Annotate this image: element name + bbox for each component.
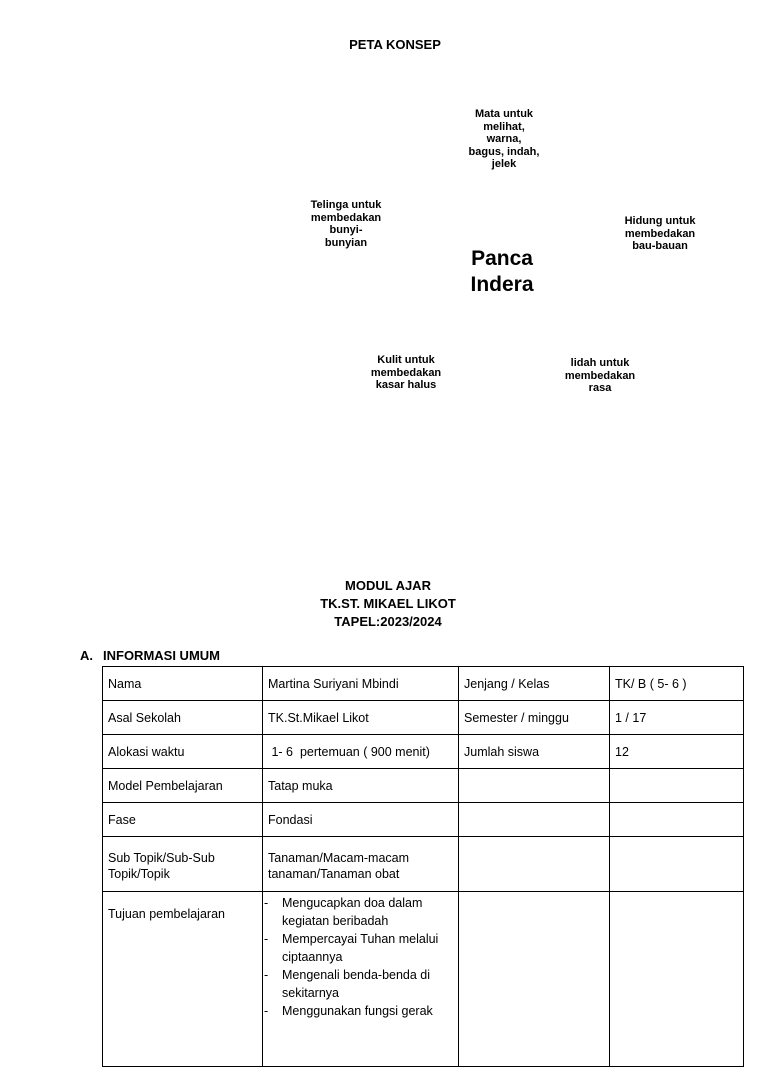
node-lidah: lidah untuk membedakan rasa [564, 357, 636, 394]
list-item: - Mengenali benda-benda di sekitarnya [268, 966, 453, 1002]
table-cell: Sub Topik/Sub-Sub Topik/Topik [103, 837, 263, 892]
table-cell: Model Pembelajaran [103, 769, 263, 803]
goals-list [268, 894, 453, 1020]
node-mata: Mata untuk melihat, warna, bagus, indah, jelek [468, 108, 540, 170]
table-cell: Fase [103, 803, 263, 837]
goals-label: Tujuan pembelajaran [103, 892, 263, 1067]
section-title: INFORMASI UMUM [103, 648, 220, 663]
table-cell: Fondasi [263, 803, 459, 837]
table-row [103, 837, 744, 892]
table-row [103, 701, 744, 735]
table-cell [459, 803, 610, 837]
table-cell: Tanaman/Macam-macam tanaman/Tanaman obat [263, 837, 459, 892]
table-cell: 12 [610, 735, 744, 769]
table-row [103, 735, 744, 769]
table-cell [610, 892, 744, 1067]
goals-cell [263, 892, 459, 1067]
table-row [103, 892, 744, 1067]
section-letter: A. [80, 648, 93, 663]
table-cell: Tatap muka [263, 769, 459, 803]
modul-heading-1: MODUL AJAR [345, 578, 431, 593]
list-item: - Menggunakan fungsi gerak [268, 1002, 453, 1020]
list-item: - Mengucapkan doa dalam kegiatan beribadah [268, 894, 453, 930]
table-cell [610, 769, 744, 803]
table-cell: 1 / 17 [610, 701, 744, 735]
table-cell: TK.St.Mikael Likot [263, 701, 459, 735]
table-cell: Jumlah siswa [459, 735, 610, 769]
table-row [103, 667, 744, 701]
concept-map-center: Panca Indera [470, 247, 534, 296]
table-cell [459, 837, 610, 892]
table-cell: Asal Sekolah [103, 701, 263, 735]
table-cell: Martina Suriyani Mbindi [263, 667, 459, 701]
concept-map-title: PETA KONSEP [349, 37, 441, 52]
modul-heading-3: TAPEL:2023/2024 [334, 614, 442, 629]
table-cell [610, 837, 744, 892]
section-a-heading [80, 648, 220, 663]
node-hidung: Hidung untuk membedakan bau-bauan [624, 215, 696, 252]
table-cell [459, 892, 610, 1067]
table-cell: Nama [103, 667, 263, 701]
info-table [102, 666, 744, 1067]
table-cell: Alokasi waktu [103, 735, 263, 769]
table-cell [610, 803, 744, 837]
table-cell [459, 769, 610, 803]
table-cell: Jenjang / Kelas [459, 667, 610, 701]
modul-heading-2: TK.ST. MIKAEL LIKOT [320, 596, 456, 611]
table-cell: TK/ B ( 5- 6 ) [610, 667, 744, 701]
table-cell: Semester / minggu [459, 701, 610, 735]
list-item: - Mempercayai Tuhan melalui ciptaannya [268, 930, 453, 966]
table-cell: 1- 6 pertemuan ( 900 menit) [263, 735, 459, 769]
table-row [103, 803, 744, 837]
node-telinga: Telinga untuk membedakan bunyi- bunyian [310, 199, 382, 249]
node-kulit: Kulit untuk membedakan kasar halus [370, 354, 442, 391]
table-row [103, 769, 744, 803]
